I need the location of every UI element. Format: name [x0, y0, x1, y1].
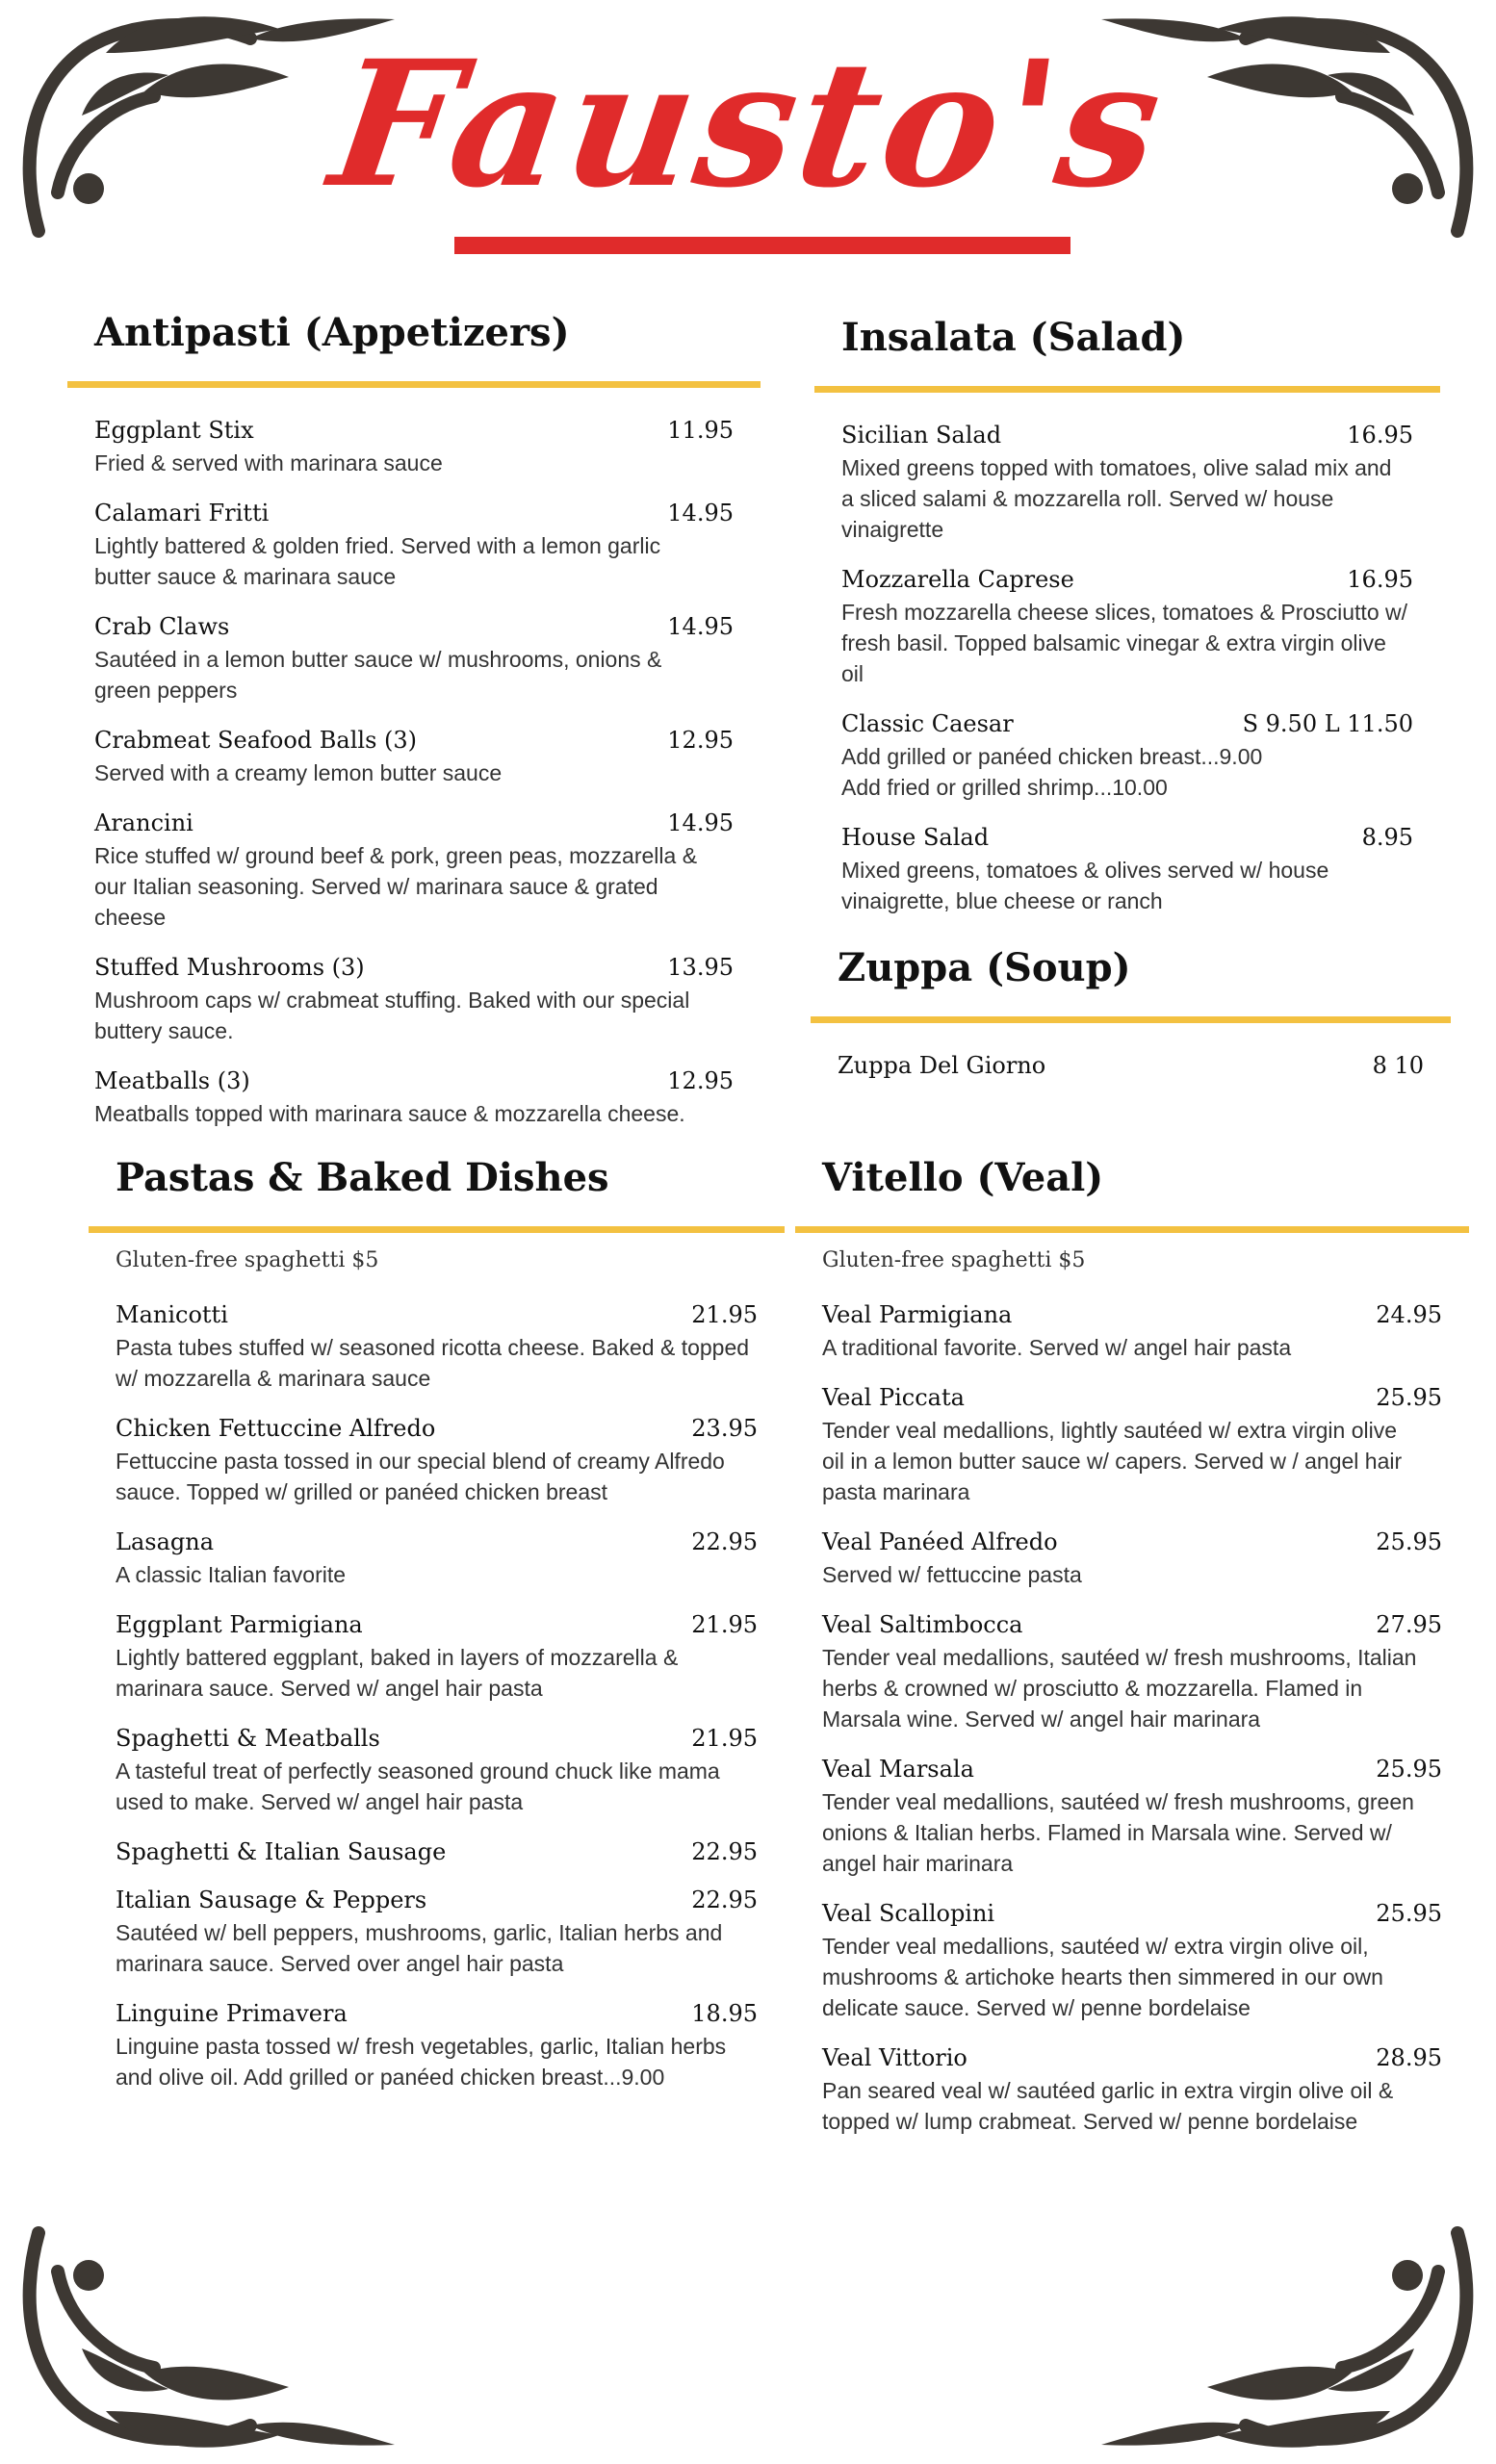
description-line: Lightly battered eggplant, baked in layers of mozzarella & — [116, 1645, 679, 1670]
menu-item-name: Crab Claws — [94, 613, 230, 640]
menu-item — [822, 2044, 1442, 2137]
menu-item-header — [94, 417, 734, 444]
menu-item-header — [94, 613, 734, 640]
menu-item — [116, 1838, 758, 1865]
menu-item-name: Veal Parmigiana — [822, 1301, 1013, 1328]
menu-item — [116, 1528, 758, 1590]
description-line: Sautéed w/ bell peppers, mushrooms, garlic, Italian herbs and — [116, 1920, 723, 1945]
menu-item-description — [94, 985, 734, 1046]
menu-item-header — [116, 1301, 758, 1328]
menu-item-price: 8.95 — [1361, 824, 1413, 851]
menu-item-price: 23.95 — [691, 1415, 758, 1442]
menu-item-header — [841, 422, 1413, 449]
description-line: delicate sauce. Served w/ penne bordelaise — [822, 1995, 1251, 2020]
menu-item-price: 14.95 — [667, 613, 734, 640]
menu-item-price: 12.95 — [667, 727, 734, 754]
menu-item-name: Stuffed Mushrooms (3) — [94, 954, 365, 981]
description-line: herbs & crowned w/ prosciutto & mozzarella. Flamed in — [822, 1676, 1363, 1701]
section-insalata — [814, 315, 1440, 937]
description-line: our Italian seasoning. Served w/ marinara sauce & grated — [94, 874, 658, 899]
description-line: butter sauce & marinara sauce — [94, 564, 397, 589]
menu-item-price: 12.95 — [667, 1067, 734, 1094]
menu-item — [116, 1611, 758, 1704]
menu-item-description — [841, 597, 1413, 689]
description-line: cheese — [94, 905, 167, 930]
menu-item-name: Spaghetti & Italian Sausage — [116, 1838, 447, 1865]
section-divider — [795, 1226, 1469, 1233]
menu-item-price: 21.95 — [691, 1611, 758, 1638]
menu-item-name: Zuppa Del Giorno — [838, 1052, 1046, 1079]
description-line: Linguine pasta tossed w/ fresh vegetables, garlic, Italian herbs — [116, 2034, 727, 2059]
menu-item-header — [116, 1528, 758, 1555]
menu-item-header — [822, 1528, 1442, 1555]
menu-item-description — [94, 1098, 734, 1129]
menu-item — [94, 417, 734, 478]
menu-item-name: Crabmeat Seafood Balls (3) — [94, 727, 418, 754]
menu-item-name: Lasagna — [116, 1528, 214, 1555]
menu-item-header — [822, 1611, 1442, 1638]
menu-item-header — [822, 1756, 1442, 1783]
menu-item — [841, 710, 1413, 803]
description-line: Pan seared veal w/ sautéed garlic in extra virgin olive oil & — [822, 2078, 1394, 2103]
description-line: A tasteful treat of perfectly seasoned ground chuck like mama — [116, 1758, 720, 1784]
section-divider — [811, 1016, 1451, 1023]
menu-item-description — [841, 741, 1413, 803]
menu-item-header — [94, 727, 734, 754]
description-line: w/ mozzarella & marinara sauce — [116, 1366, 431, 1391]
menu-item-description — [116, 2031, 758, 2092]
description-line: Mixed greens, tomatoes & olives served w/ house — [841, 858, 1329, 883]
menu-item — [116, 2000, 758, 2092]
section-pastas — [89, 1155, 785, 2114]
menu-item-name: Veal Piccata — [822, 1384, 965, 1411]
menu-item-price: 25.95 — [1376, 1384, 1442, 1411]
menu-item — [116, 1725, 758, 1817]
menu-item-price: 25.95 — [1376, 1528, 1442, 1555]
description-line: Tender veal medallions, lightly sautéed w/ extra virgin olive — [822, 1418, 1398, 1443]
menu-item — [94, 500, 734, 592]
menu-item-price: 8 10 — [1372, 1052, 1424, 1079]
description-line: pasta marinara — [822, 1479, 970, 1504]
menu-item-description — [116, 1917, 758, 1979]
menu-item — [841, 422, 1413, 545]
menu-item-name: Sicilian Salad — [841, 422, 1002, 449]
menu-item-price: 21.95 — [691, 1725, 758, 1752]
menu-item-description — [822, 1559, 1442, 1590]
menu-item-description — [822, 1642, 1442, 1734]
description-line: angel hair marinara — [822, 1851, 1014, 1876]
menu-item — [116, 1886, 758, 1979]
menu-item-list — [838, 1052, 1424, 1079]
menu-item-list — [94, 417, 734, 1129]
menu-item-name: Veal Panéed Alfredo — [822, 1528, 1058, 1555]
description-line: and olive oil. Add grilled or panéed chicken breast...9.00 — [116, 2065, 665, 2090]
menu-item-name: Classic Caesar — [841, 710, 1014, 737]
description-line: Meatballs topped with marinara sauce & mozzarella cheese. — [94, 1101, 685, 1126]
menu-item — [822, 1301, 1442, 1363]
description-line: buttery sauce. — [94, 1018, 234, 1043]
description-line: Marsala wine. Served w/ angel hair marinara — [822, 1707, 1261, 1732]
menu-item-description — [94, 448, 734, 478]
menu-item-description — [94, 840, 734, 933]
description-line: Served w/ fettuccine pasta — [822, 1562, 1082, 1587]
menu-item-header — [116, 1611, 758, 1638]
menu-item-name: Spaghetti & Meatballs — [116, 1725, 380, 1752]
description-line: Tender veal medallions, sautéed w/ fresh mushrooms, green — [822, 1789, 1414, 1814]
menu-item-name: Linguine Primavera — [116, 2000, 348, 2027]
menu-item-price: 18.95 — [691, 2000, 758, 2027]
description-line: a sliced salami & mozzarella roll. Served w/ house — [841, 486, 1334, 511]
menu-item — [116, 1301, 758, 1394]
menu-item-name: House Salad — [841, 824, 990, 851]
menu-item-name: Meatballs (3) — [94, 1067, 250, 1094]
menu-item-description — [822, 1931, 1442, 2023]
menu-item-price: S 9.50 L 11.50 — [1242, 710, 1413, 737]
menu-item — [841, 824, 1413, 916]
menu-item-price: 16.95 — [1347, 566, 1413, 593]
section-vitello — [795, 1155, 1469, 2158]
menu-item-header — [116, 1415, 758, 1442]
menu-item-price: 22.95 — [691, 1886, 758, 1913]
menu-item-price: 13.95 — [667, 954, 734, 981]
description-line: topped w/ lump crabmeat. Served w/ penne bordelaise — [822, 2109, 1358, 2134]
description-line: Fresh mozzarella cheese slices, tomatoes & Prosciutto w/ — [841, 600, 1408, 625]
menu-item-name: Chicken Fettuccine Alfredo — [116, 1415, 436, 1442]
menu-item — [94, 613, 734, 706]
menu-item-description — [116, 1559, 758, 1590]
menu-item — [822, 1900, 1442, 2023]
menu-item — [94, 809, 734, 933]
section-title: Vitello (Veal) — [822, 1155, 1104, 1200]
description-line: fresh basil. Topped balsamic vinegar & extra virgin olive — [841, 630, 1386, 655]
menu-item — [841, 566, 1413, 689]
menu-item-name: Calamari Fritti — [94, 500, 270, 526]
menu-item-header — [116, 2000, 758, 2027]
menu-item-price: 11.95 — [667, 417, 734, 444]
description-line: vinaigrette — [841, 517, 944, 542]
menu-item-price: 28.95 — [1376, 2044, 1442, 2071]
menu-item-header — [94, 954, 734, 981]
menu-item-name: Veal Saltimbocca — [822, 1611, 1023, 1638]
menu-item — [94, 727, 734, 788]
menu-item-name: Veal Scallopini — [822, 1900, 995, 1927]
description-line: Mixed greens topped with tomatoes, olive salad mix and — [841, 455, 1392, 480]
menu-item-list — [822, 1301, 1442, 2137]
menu-item-name: Eggplant Parmigiana — [116, 1611, 363, 1638]
menu-item — [116, 1415, 758, 1507]
description-line: green peppers — [94, 678, 238, 703]
menu-item-header — [94, 500, 734, 526]
menu-item-header — [94, 1067, 734, 1094]
section-divider — [814, 386, 1440, 393]
menu-item-price: 27.95 — [1376, 1611, 1442, 1638]
section-title: Insalata (Salad) — [841, 315, 1186, 360]
menu-item — [822, 1528, 1442, 1590]
gluten-free-note: Gluten-free spaghetti $5 — [822, 1248, 1086, 1272]
description-line: used to make. Served w/ angel hair pasta — [116, 1789, 524, 1814]
section-antipasti — [67, 310, 761, 1150]
description-line: onions & Italian herbs. Flamed in Marsala wine. Served w/ — [822, 1820, 1392, 1845]
description-line: Served with a creamy lemon butter sauce — [94, 760, 503, 785]
menu-item-header — [822, 1301, 1442, 1328]
menu-item-price: 21.95 — [691, 1301, 758, 1328]
menu-item-header — [841, 566, 1413, 593]
section-title: Antipasti (Appetizers) — [94, 310, 570, 355]
section-zuppa — [811, 945, 1451, 1100]
description-line: oil — [841, 661, 864, 686]
menu-item-name: Mozzarella Caprese — [841, 566, 1074, 593]
section-divider — [67, 381, 761, 388]
brand-header — [0, 23, 1496, 226]
menu-item-name: Italian Sausage & Peppers — [116, 1886, 427, 1913]
menu-item — [822, 1756, 1442, 1879]
description-line: A traditional favorite. Served w/ angel hair pasta — [822, 1335, 1292, 1360]
menu-item-description — [822, 2075, 1442, 2137]
gluten-free-note: Gluten-free spaghetti $5 — [116, 1248, 379, 1272]
section-divider — [89, 1226, 785, 1233]
menu-item-price: 22.95 — [691, 1528, 758, 1555]
menu-item-header — [116, 1838, 758, 1865]
description-line: Tender veal medallions, sautéed w/ extra virgin olive oil, — [822, 1934, 1369, 1959]
description-line: vinaigrette, blue cheese or ranch — [841, 888, 1163, 913]
description-line: Fettuccine pasta tossed in our special blend of creamy Alfredo — [116, 1449, 725, 1474]
menu-item-name: Veal Vittorio — [822, 2044, 967, 2071]
description-line: Pasta tubes stuffed w/ seasoned ricotta cheese. Baked & topped — [116, 1335, 750, 1360]
menu-item-header — [838, 1052, 1424, 1079]
description-line: sauce. Topped w/ grilled or panéed chicken breast — [116, 1479, 608, 1504]
menu-item-price: 25.95 — [1376, 1756, 1442, 1783]
menu-item-description — [94, 757, 734, 788]
menu-item-header — [841, 824, 1413, 851]
description-line: marinara sauce. Served w/ angel hair pasta — [116, 1676, 543, 1701]
menu-item-header — [822, 1900, 1442, 1927]
menu-item-description — [116, 1642, 758, 1704]
menu-item-list — [841, 422, 1413, 916]
description-line: Mushroom caps w/ crabmeat stuffing. Baked with our special — [94, 988, 690, 1013]
restaurant-name: Fausto's — [321, 23, 1176, 226]
brand-underline — [454, 237, 1070, 254]
menu-item-description — [94, 644, 734, 706]
menu-item-price: 22.95 — [691, 1838, 758, 1865]
description-line: oil in a lemon butter sauce w/ capers. Served w / angel hair — [822, 1449, 1403, 1474]
menu-item-description — [822, 1332, 1442, 1363]
description-line: mushrooms & artichoke hearts then simmered in our own — [822, 1964, 1383, 1989]
menu-item — [822, 1611, 1442, 1734]
description-line: Sautéed in a lemon butter sauce w/ mushrooms, onions & — [94, 647, 662, 672]
menu-item-price: 16.95 — [1347, 422, 1413, 449]
menu-item-description — [94, 530, 734, 592]
menu-item — [94, 1067, 734, 1129]
menu-item-header — [116, 1725, 758, 1752]
description-line: marinara sauce. Served over angel hair pasta — [116, 1951, 564, 1976]
menu-item-name: Eggplant Stix — [94, 417, 254, 444]
menu-item-header — [822, 1384, 1442, 1411]
menu-item — [822, 1384, 1442, 1507]
menu-item-header — [841, 710, 1413, 737]
menu-item-name: Arancini — [94, 809, 193, 836]
menu-item-header — [822, 2044, 1442, 2071]
menu-item-price: 14.95 — [667, 809, 734, 836]
menu-item-price: 25.95 — [1376, 1900, 1442, 1927]
menu-item-price: 14.95 — [667, 500, 734, 526]
menu-item-description — [116, 1756, 758, 1817]
description-line: Rice stuffed w/ ground beef & pork, green peas, mozzarella & — [94, 843, 698, 868]
menu-item — [838, 1052, 1424, 1079]
description-line: Lightly battered & golden fried. Served with a lemon garlic — [94, 533, 661, 558]
section-title: Pastas & Baked Dishes — [116, 1155, 609, 1200]
corner-ornament-icon — [0, 2214, 404, 2464]
menu-item-description — [822, 1786, 1442, 1879]
menu-item-description — [822, 1415, 1442, 1507]
menu-item — [94, 954, 734, 1046]
corner-ornament-icon — [1092, 2214, 1496, 2464]
menu-item-description — [841, 452, 1413, 545]
menu-item-header — [94, 809, 734, 836]
menu-item-name: Manicotti — [116, 1301, 228, 1328]
menu-item-description — [116, 1446, 758, 1507]
description-line: Add fried or grilled shrimp...10.00 — [841, 775, 1168, 800]
description-line: Tender veal medallions, sautéed w/ fresh mushrooms, Italian — [822, 1645, 1417, 1670]
menu-item-description — [116, 1332, 758, 1394]
section-title: Zuppa (Soup) — [838, 945, 1131, 990]
menu-item-list — [116, 1301, 758, 2092]
menu-item-price: 24.95 — [1376, 1301, 1442, 1328]
description-line: Add grilled or panéed chicken breast...9.00 — [841, 744, 1263, 769]
menu-item-description — [841, 855, 1413, 916]
menu-item-header — [116, 1886, 758, 1913]
menu-item-name: Veal Marsala — [822, 1756, 974, 1783]
description-line: Fried & served with marinara sauce — [94, 450, 443, 475]
description-line: A classic Italian favorite — [116, 1562, 347, 1587]
